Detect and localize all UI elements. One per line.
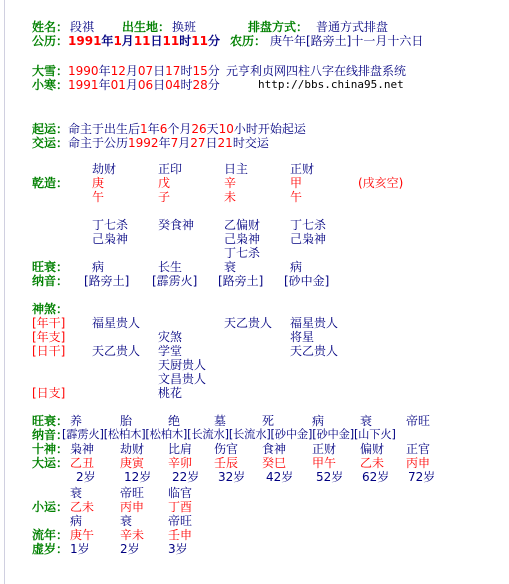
xusui-1: 1岁 [70, 542, 90, 556]
nayin-label: 纳音： [32, 274, 69, 288]
liunian-3: 壬申 [168, 528, 193, 542]
method-label: 排盘方式： [248, 20, 309, 34]
qianzao-label: 乾造： [32, 176, 69, 190]
qiyun-row: 起运：命主于出生后1年6个月26天10小时开始起运 [32, 122, 306, 136]
birthplace-value: 换班 [172, 20, 197, 34]
god-month: 正印 [158, 162, 183, 176]
dayun-age-6: 52岁 [316, 470, 344, 484]
dayun-p-8: 丙申 [406, 456, 431, 470]
hidden-hour-1: 丁七杀 [290, 218, 327, 232]
wangshuai-year: 病 [92, 260, 105, 274]
xiaoyun-p-1: 乙未 [70, 500, 95, 514]
dayun-ss-7: 偏财 [360, 442, 385, 456]
dayun-p-1: 乙丑 [70, 456, 95, 470]
daxue-row: 大雪：1990年12月07日17时15分 [32, 64, 220, 78]
shensha-r1-c4: 将星 [290, 330, 315, 344]
shensha-r4-c2: 文昌贵人 [158, 372, 207, 386]
dayun-ss-8: 正官 [406, 442, 431, 456]
shensha-label-rigan: [日干] [32, 344, 66, 358]
wangshuai-month: 长生 [158, 260, 183, 274]
shensha-title: 神煞： [32, 302, 69, 316]
shensha-r2-c4: 天乙贵人 [290, 344, 339, 358]
xiaoyun-top-2: 帝旺 [120, 486, 145, 500]
xusui-label: 虚岁： [32, 542, 69, 556]
xiaoyun-bottom-2: 衰 [120, 514, 133, 528]
dayun-ws-6: 病 [312, 414, 325, 428]
shensha-label-rizhi: [日支] [32, 386, 66, 400]
xusui-2: 2岁 [120, 542, 140, 556]
kongwang-note: (戌亥空) [358, 176, 404, 190]
wangshuai-day: 衰 [224, 260, 237, 274]
site-name: 元亨利贞网四柱八字在线排盘系统 [226, 64, 407, 78]
dayun-ss-5: 食神 [262, 442, 287, 456]
dayun-ws-4: 墓 [214, 414, 227, 428]
shensha-r5-c2: 桃花 [158, 386, 183, 400]
god-year: 劫财 [92, 162, 117, 176]
hidden-day-1: 乙偏财 [224, 218, 261, 232]
nayin-year: [路旁土] [84, 274, 130, 288]
birthplace-label: 出生地： [122, 20, 171, 34]
xiaohan-row: 小寒：1991年01月06日04时28分 [32, 78, 220, 92]
dayun-age-1: 2岁 [76, 470, 96, 484]
dayun-age-8: 72岁 [408, 470, 436, 484]
god-day: 日主 [224, 162, 249, 176]
wangshuai-label: 旺衰： [32, 260, 69, 274]
dayun-nayin-values: [霹雳火][松柏木][松柏木][长流水][长流水][砂中金][砂中金][山下火] [62, 428, 396, 441]
liunian-1: 庚午 [70, 528, 95, 542]
nayin-hour: [砂中金] [284, 274, 330, 288]
dayun-age-4: 32岁 [218, 470, 246, 484]
hidden-hour-2: 己枭神 [290, 232, 327, 246]
dayun-ss-3: 比肩 [168, 442, 193, 456]
god-hour: 正财 [290, 162, 315, 176]
stem-hour: 甲 [290, 176, 303, 190]
dayun-p-5: 癸巳 [262, 456, 287, 470]
name-value: 段祺 [70, 20, 95, 34]
branch-year: 午 [92, 190, 105, 204]
method-value: 普通方式排盘 [316, 20, 389, 34]
xiaoyun-top-3: 临官 [168, 486, 193, 500]
dayun-ws-1: 养 [70, 414, 83, 428]
stem-day: 辛 [224, 176, 237, 190]
xiaoyun-top-1: 衰 [70, 486, 83, 500]
dayun-ws-5: 死 [262, 414, 275, 428]
xiaoyun-bottom-1: 病 [70, 514, 83, 528]
nayin-day: [路旁土] [218, 274, 264, 288]
dayun-ss-4: 伤官 [214, 442, 239, 456]
branch-day: 未 [224, 190, 237, 204]
shensha-r3-c2: 天厨贵人 [158, 358, 207, 372]
dayun-ws-3: 绝 [168, 414, 181, 428]
hidden-year-2: 己枭神 [92, 232, 129, 246]
shensha-label-nianzhi: [年支] [32, 330, 66, 344]
dayun-ss-6: 正财 [312, 442, 337, 456]
dayun-p-2: 庚寅 [120, 456, 145, 470]
site-url-link[interactable]: http://bbs.china95.net [258, 78, 404, 91]
dayun-p-3: 辛卯 [168, 456, 193, 470]
xiaoyun-label: 小运： [32, 500, 69, 514]
shensha-r0-c1: 福星贵人 [92, 316, 141, 330]
dayun-p-4: 壬辰 [214, 456, 239, 470]
hidden-day-3: 丁七杀 [224, 246, 261, 260]
dayun-p-7: 乙未 [360, 456, 385, 470]
xiaoyun-p-3: 丁酉 [168, 500, 193, 514]
dayun-age-5: 42岁 [266, 470, 294, 484]
xiaoyun-p-2: 丙申 [120, 500, 145, 514]
jiaoyun-row: 交运：命主于公历1992年7月27日21时交运 [32, 136, 269, 150]
shensha-r2-c2: 学堂 [158, 344, 183, 358]
hidden-year-1: 丁七杀 [92, 218, 129, 232]
dayun-ws-7: 衰 [360, 414, 373, 428]
dayun-shishen-label: 十神： [32, 442, 69, 456]
stem-year: 庚 [92, 176, 105, 190]
shensha-label-niangan: [年干] [32, 316, 66, 330]
liunian-2: 辛未 [120, 528, 145, 542]
dayun-nayin-label: 纳音： [32, 428, 69, 442]
dayun-wangshuai-label: 旺衰： [32, 414, 69, 428]
dayun-age-2: 12岁 [124, 470, 152, 484]
left-border-line [4, 0, 5, 584]
branch-month: 子 [158, 190, 171, 204]
dayun-age-3: 22岁 [172, 470, 200, 484]
shensha-r1-c2: 灾煞 [158, 330, 183, 344]
liunian-label: 流年： [32, 528, 69, 542]
hidden-day-2: 己枭神 [224, 232, 261, 246]
dayun-ws-8: 帝旺 [406, 414, 431, 428]
lunar-value: 庚午年[路旁土]十一月十六日 [270, 34, 424, 48]
dayun-label: 大运： [32, 456, 69, 470]
dayun-ss-2: 劫财 [120, 442, 145, 456]
name-label: 姓名： [32, 20, 69, 34]
hidden-month-1: 癸食神 [158, 218, 195, 232]
shensha-r0-c4: 福星贵人 [290, 316, 339, 330]
shensha-r2-c1: 天乙贵人 [92, 344, 141, 358]
branch-hour: 午 [290, 190, 303, 204]
dayun-ws-2: 胎 [120, 414, 133, 428]
dayun-p-6: 甲午 [312, 456, 337, 470]
dayun-ss-1: 枭神 [70, 442, 95, 456]
solar-date-row: 公历：1991年1月11日11时11分 [32, 34, 220, 48]
nayin-month: [霹雳火] [152, 274, 198, 288]
shensha-r0-c3: 天乙贵人 [224, 316, 273, 330]
xusui-3: 3岁 [168, 542, 188, 556]
stem-month: 戊 [158, 176, 171, 190]
dayun-age-7: 62岁 [362, 470, 390, 484]
wangshuai-hour: 病 [290, 260, 303, 274]
xiaoyun-bottom-3: 帝旺 [168, 514, 193, 528]
lunar-label: 农历： [230, 34, 267, 48]
